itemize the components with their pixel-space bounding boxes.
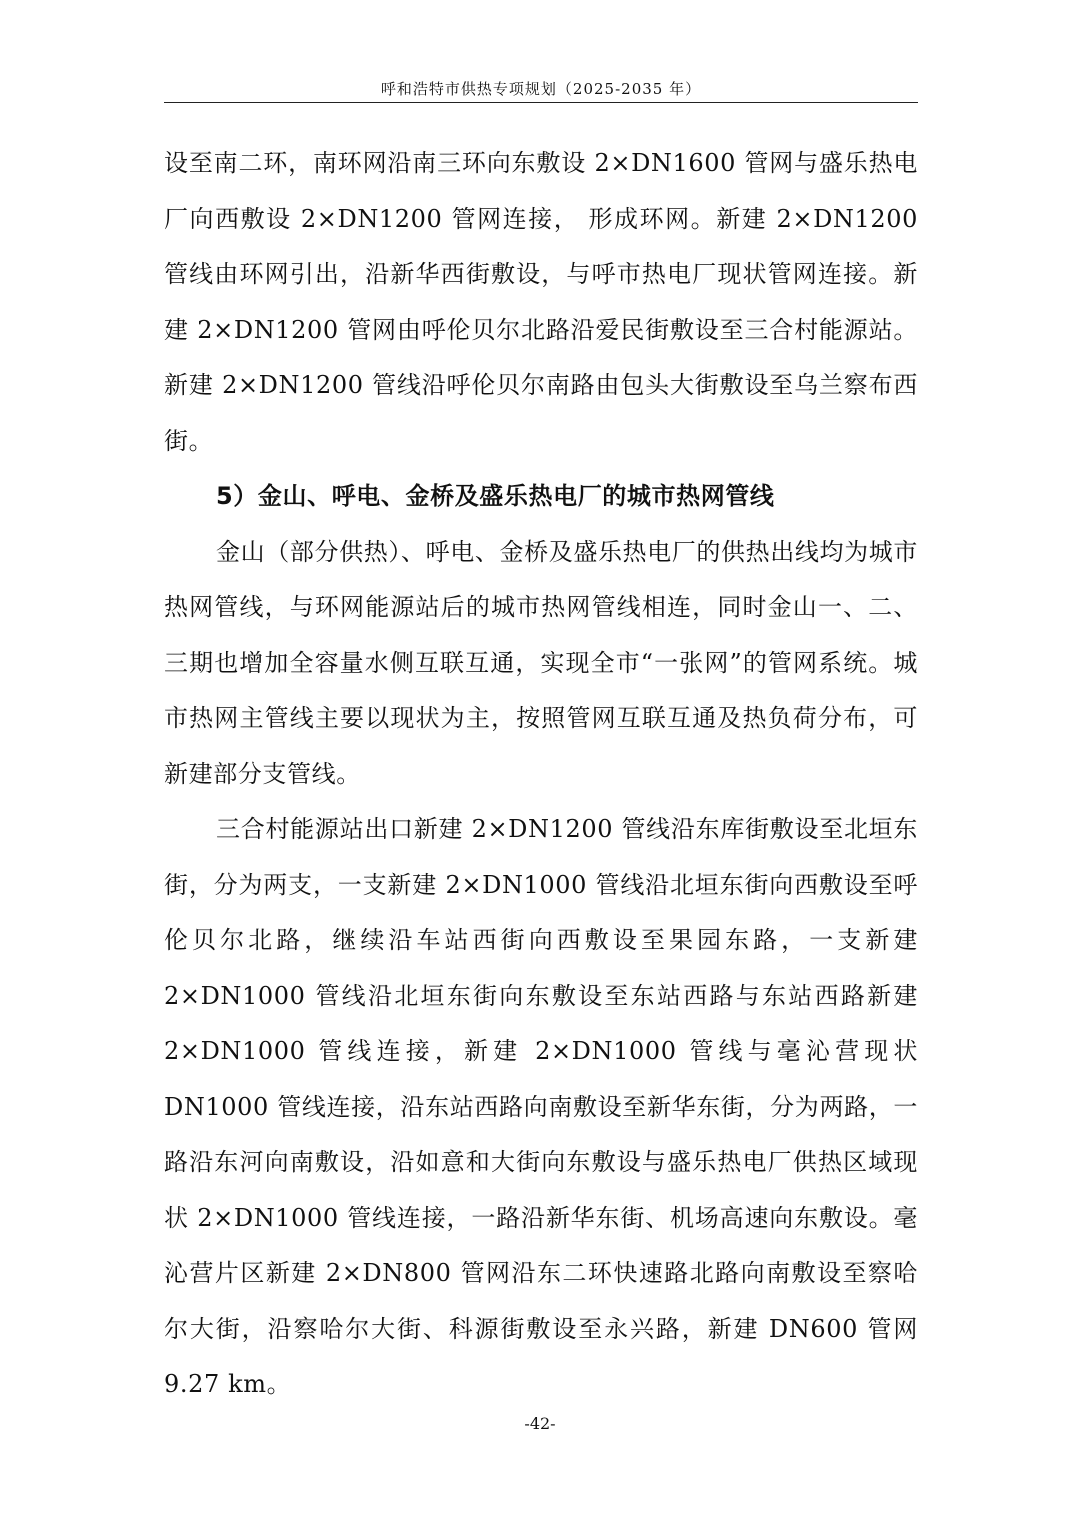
header-divider — [164, 102, 918, 103]
paragraph-city-network: 金山（部分供热）、呼电、金桥及盛乐热电厂的供热出线均为城市热网管线，与环网能源站后的城市热网管线相连，同时金山一、二、三期也增加全容量水侧互联互通，实现全市“一张网”的管网系统。城市热网主管线主要以现状为主，按照管网互联互通及热负荷分布，可新建部分支管线。 — [164, 537, 918, 788]
paragraph-ring-network: 设至南二环，南环网沿南三环向东敷设 2×DN1600 管网与盛乐热电厂向西敷设 2×DN1200 管网连接， 形成环网。新建 2×DN1200 管线由环网引出，沿新华西街敷设，与呼市热电厂现状管网连接。新建 2×DN1200 管网由呼伦贝尔北路沿爱民街敷设至三合村能源站。新建 2×DN1200 管线沿呼伦贝尔南路由包头大街敷设至乌兰察布西街。 — [164, 149, 918, 455]
paragraph-sanhecun-station: 三合村能源站出口新建 2×DN1200 管线沿东库街敷设至北垣东街，分为两支，一支新建 2×DN1000 管线沿北垣东街向西敷设至呼伦贝尔北路，继续沿车站西街向西敷设至果园东路，一支新建 2×DN1000 管线沿北垣东街向东敷设至东站西路与东站西路新建 2×DN1000 管线连接，新建 2×DN1000 管线与毫沁营现状 DN1000 管线连接，沿东站西路向南敷设至新华东街，分为两路，一路沿东河向南敷设，沿如意和大街向东敷设与盛乐热电厂供热区域现状 2×DN1000 管线连接，一路沿新华东街、机场高速向东敷设。毫沁营片区新建 2×DN800 管网沿东二环快速路北路向南敷设至察哈尔大街，沿察哈尔大街、科源街敷设至永兴路，新建 DN600 管网 9.27 km。 — [164, 815, 918, 1398]
page-number: -42- — [524, 1414, 556, 1433]
page-body — [164, 136, 918, 1413]
running-header: 呼和浩特市供热专项规划（2025-2035 年） — [380, 80, 702, 98]
section-heading: 5）金山、呼电、金桥及盛乐热电厂的城市热网管线 — [216, 482, 775, 510]
